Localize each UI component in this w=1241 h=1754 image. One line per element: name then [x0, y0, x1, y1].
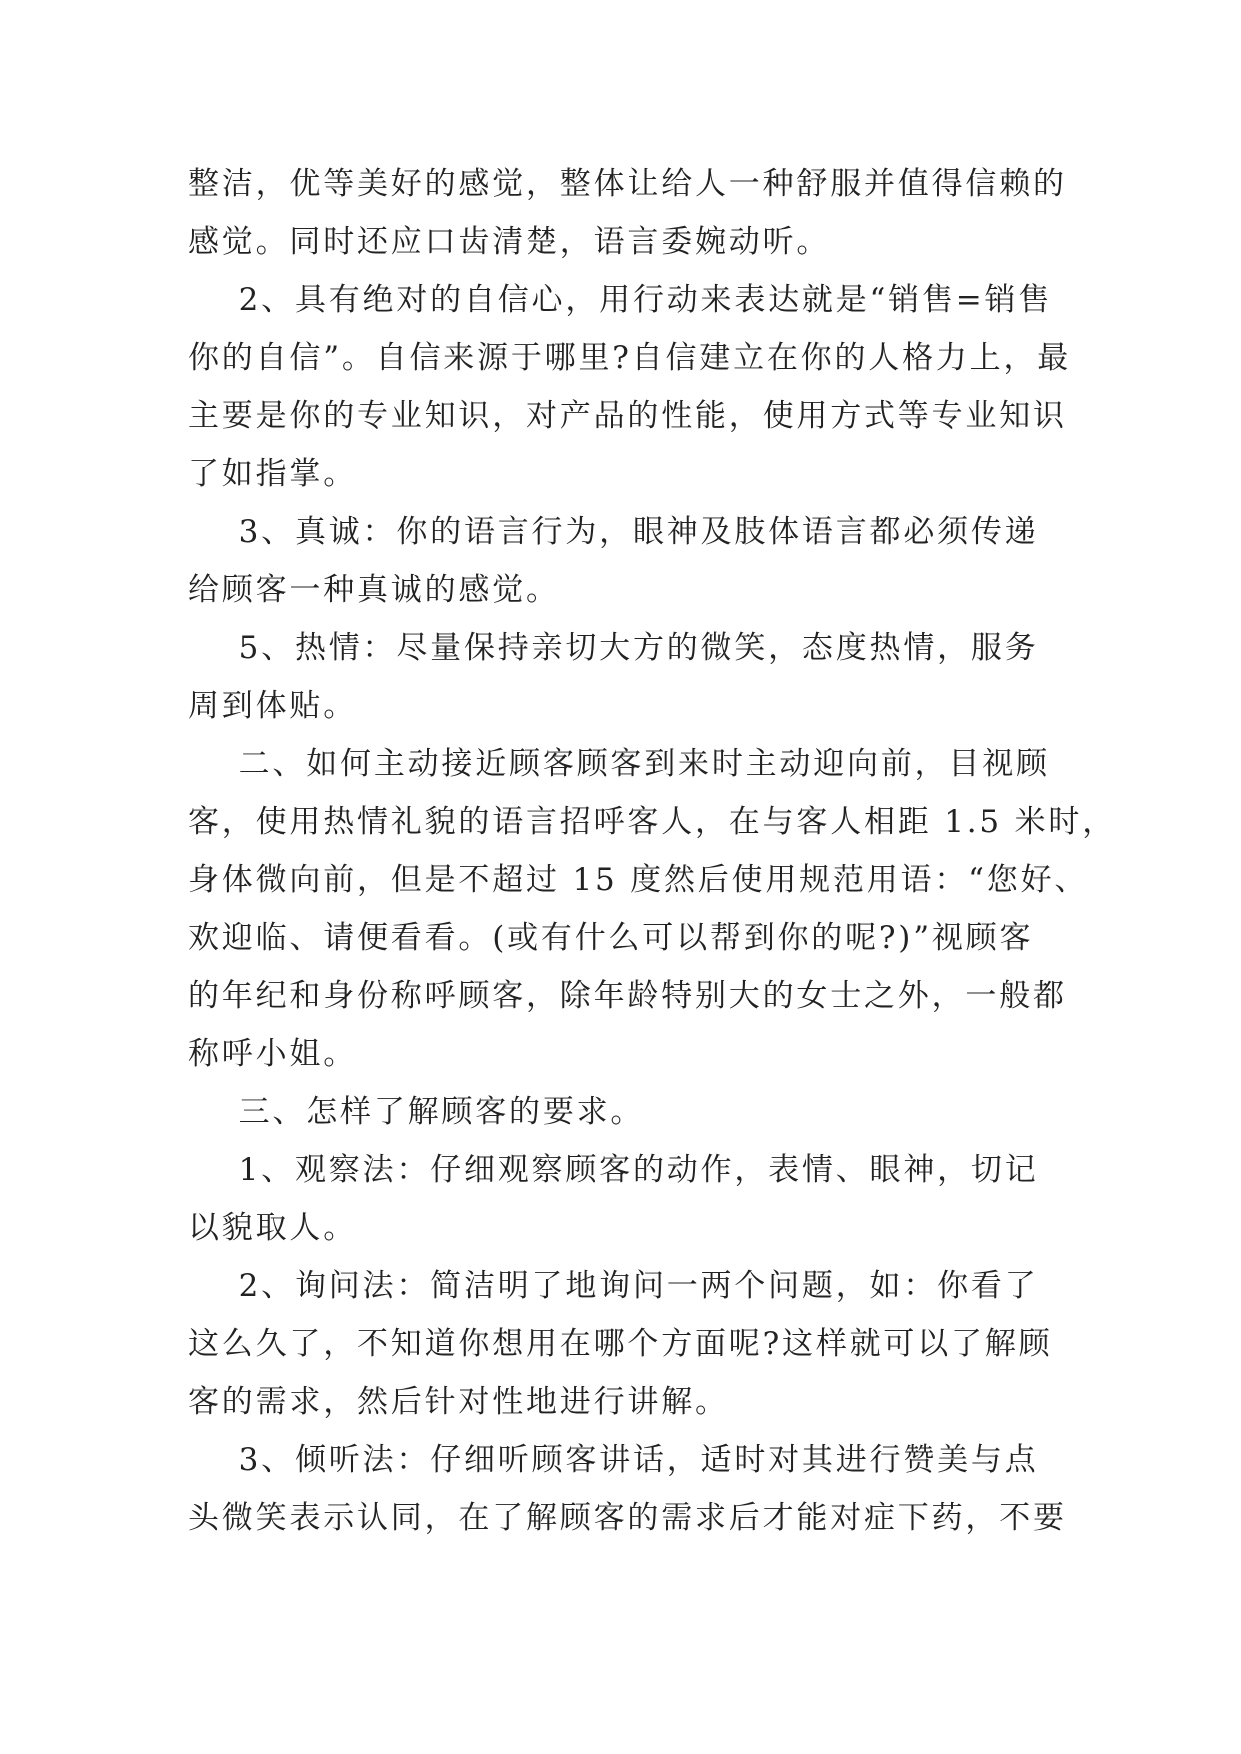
- document-body: [188, 155, 1117, 1547]
- text-line: 身体微向前，但是不超过 15 度然后使用规范用语：“您好、: [188, 862, 1089, 898]
- text-line: 3、真诚：你的语言行为，眼神及肢体语言都必须传递: [188, 514, 1039, 550]
- text-line: 5、热情：尽量保持亲切大方的微笑，态度热情，服务: [188, 630, 1039, 666]
- text-line: 二、如何主动接近顾客顾客到来时主动迎向前，目视顾: [188, 746, 1050, 782]
- text-line: 的年纪和身份称呼顾客，除年龄特别大的女士之外，一般都: [188, 978, 1067, 1014]
- text-line: 称呼小姐。: [188, 1036, 357, 1072]
- text-line: 客，使用热情礼貌的语言招呼客人，在与客人相距 1.5 米时，: [188, 804, 1117, 840]
- text-line: 这么久了，不知道你想用在哪个方面呢?这样就可以了解顾: [188, 1326, 1053, 1362]
- text-line: 给顾客一种真诚的感觉。: [188, 572, 560, 608]
- text-line: 周到体贴。: [188, 688, 357, 724]
- text-line: 整洁，优等美好的感觉，整体让给人一种舒服并值得信赖的: [188, 166, 1067, 202]
- text-line: 感觉。同时还应口齿清楚，语言委婉动听。: [188, 224, 831, 260]
- text-line: 头微笑表示认同，在了解顾客的需求后才能对症下药，不要: [188, 1500, 1067, 1536]
- text-line: 了如指掌。: [188, 456, 357, 492]
- text-line: 以貌取人。: [188, 1210, 357, 1246]
- text-line: 2、询问法：简洁明了地询问一两个问题，如：你看了: [188, 1268, 1039, 1304]
- text-line: 你的自信”。自信来源于哪里?自信建立在你的人格力上，最: [188, 340, 1072, 376]
- text-line: 主要是你的专业知识，对产品的性能，使用方式等专业知识: [188, 398, 1067, 434]
- text-line: 2、具有绝对的自信心，用行动来表达就是“销售=销售: [188, 282, 1053, 318]
- text-line: 欢迎临、请便看看。(或有什么可以帮到你的呢?)”视顾客: [188, 920, 1034, 956]
- text-line: 3、倾听法：仔细听顾客讲话，适时对其进行赞美与点: [188, 1442, 1039, 1478]
- text-line: 客的需求，然后针对性地进行讲解。: [188, 1384, 729, 1420]
- text-line: 三、怎样了解顾客的要求。: [188, 1094, 645, 1130]
- text-line: 1、观察法：仔细观察顾客的动作，表情、眼神，切记: [188, 1152, 1039, 1188]
